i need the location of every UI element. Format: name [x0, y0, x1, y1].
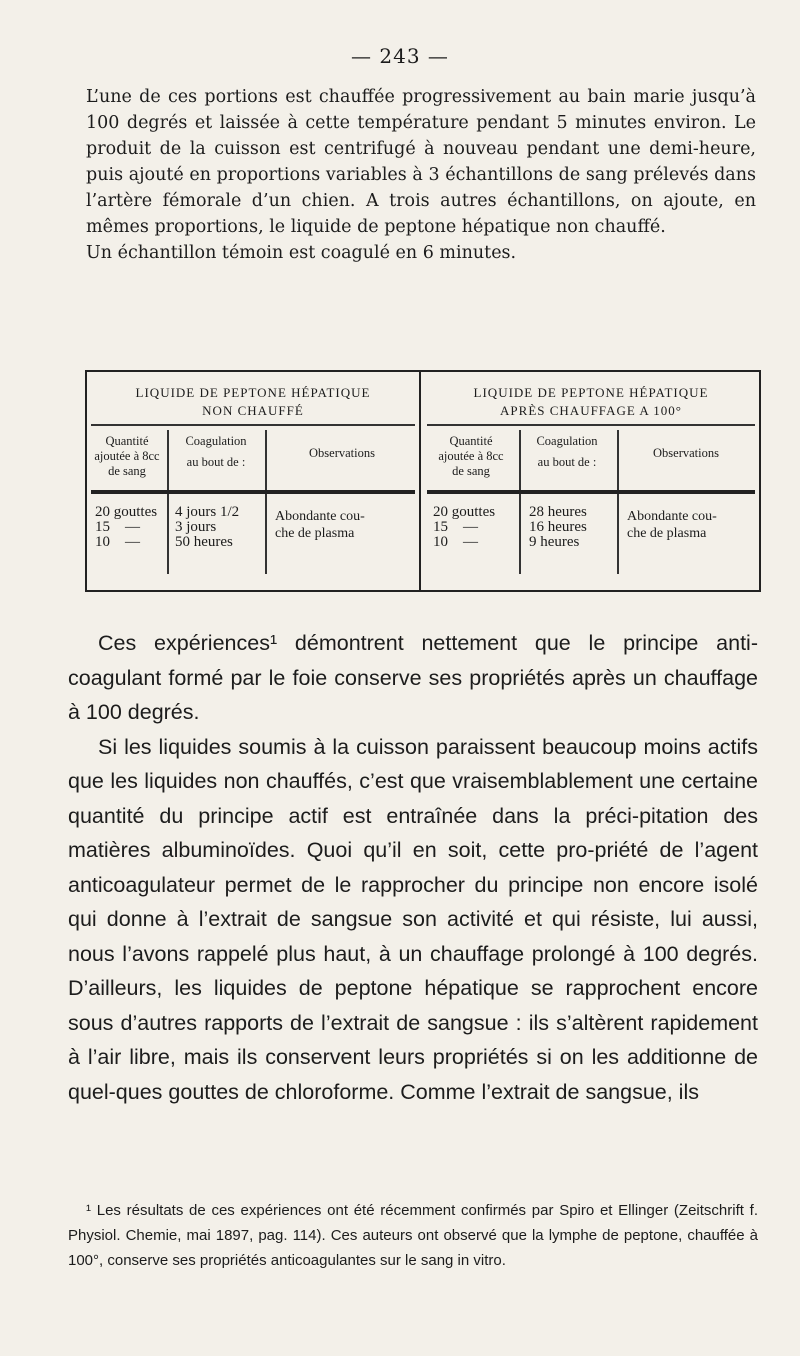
footnote	[68, 1198, 758, 1273]
divider	[617, 430, 619, 574]
group-title-line1: LIQUIDE DE PEPTONE HÉPATIQUE	[135, 385, 371, 400]
results-table	[85, 370, 761, 592]
divider	[519, 430, 521, 574]
footnote-text: ¹ Les résultats de ces expériences ont été récemment confirmés par Spiro et Ellinger (Zeitschrift f. Physiol. Chemie, mai 1897, pag. 114). Ces auteurs ont observé que la lymphe de peptone, chauffée à 100°, conserve ses propriétés anticoagulantes sur le sang in vitro.	[68, 1202, 758, 1269]
divider	[427, 424, 755, 426]
header-line: Coagulation	[536, 434, 598, 448]
header-line: ajoutée à 8cc	[438, 449, 504, 463]
group-title-heated	[423, 384, 759, 420]
header-line: Quantité	[105, 434, 149, 448]
page-number: — 243 —	[351, 44, 449, 68]
column-header-coagulation	[523, 434, 611, 470]
column-header-observations: Observations	[653, 446, 719, 460]
divider	[427, 490, 755, 494]
header-line: de sang	[108, 464, 146, 478]
body-text	[68, 626, 758, 1109]
header-line: au bout de :	[186, 455, 246, 469]
column-header-quantity	[91, 434, 163, 479]
body-paragraph-2: Si les liquides soumis à la cuisson paraissent beaucoup moins actifs que les liquides non chauffés, c’est que vraisemblablement une certaine quantité du principe actif est entraînée dans la préci-pitation des matières albuminoïdes. Quoi qu’il en soit, cette pro-priété de l’agent anticoagulateur permet de le rapprocher du principe non encore isolé qui donne à l’extrait de sangsue son activité et qui résiste, lui aussi, nous l’avons rappelé plus haut, à un chauffage prolongé à 100 degrés. D’ailleurs, les liquides de peptone hépatique se rapprochent encore sous d’autres rapports de l’extrait de sangsue : ils s’altèrent rapidement à l’air libre, mais ils conservent leurs propriétés si on les additionne de quel-ques gouttes de chloroforme. Comme l’extrait de sangsue, ils	[68, 734, 758, 1104]
table-group-heated	[423, 372, 759, 590]
divider	[167, 430, 169, 574]
header-line: Coagulation	[185, 434, 247, 448]
table-group-unheated	[87, 372, 421, 590]
intro-paragraph-2: Un échantillon témoin est coagulé en 6 minutes.	[86, 243, 517, 263]
group-title-line2: APRÈS CHAUFFAGE A 100°	[500, 403, 682, 418]
header-line: de sang	[452, 464, 490, 478]
column-header-quantity	[427, 434, 515, 479]
group-title-line1: LIQUIDE DE PEPTONE HÉPATIQUE	[473, 385, 709, 400]
column-header-observations: Observations	[309, 446, 375, 460]
divider	[91, 490, 415, 494]
divider	[265, 430, 267, 574]
cell-quantities: 20 gouttes 15 — 10 —	[433, 504, 496, 550]
group-title-unheated	[87, 384, 419, 420]
divider	[91, 424, 415, 426]
header-line: ajoutée à 8cc	[94, 449, 160, 463]
intro-paragraph-1: L’une de ces portions est chauffée progressivement au bain marie jusqu’à 100 degrés et laissée à cette température pendant 5 minutes environ. Le produit de la cuisson est centrifugé à nouveau pendant une demi-heure, puis ajouté en proportions variables à 3 échantillons de sang prélevés dans l’artère fémorale d’un chien. A trois autres échantillons, on ajoute, en mêmes proportions, le liquide de peptone hépatique non chauffé.	[86, 87, 756, 237]
intro-text	[86, 84, 756, 266]
column-header-coagulation	[171, 434, 261, 470]
cell-coagulation: 4 jours 1/2 3 jours 50 heures	[175, 504, 240, 550]
header-line: au bout de :	[537, 455, 597, 469]
header-line: Quantité	[449, 434, 493, 448]
cell-observation: Abondante cou- che de plasma	[627, 509, 717, 541]
cell-coagulation: 28 heures 16 heures 9 heures	[529, 504, 587, 550]
body-paragraph-1: Ces expériences¹ démontrent nettement que le principe anti-coagulant formé par le foie conserve ses propriétés après un chauffage à 100 degrés.	[68, 631, 758, 724]
cell-observation: Abondante cou- che de plasma	[275, 509, 365, 541]
group-title-line2: NON CHAUFFÉ	[202, 403, 304, 418]
cell-quantities: 20 gouttes 15 — 10 —	[95, 504, 158, 550]
